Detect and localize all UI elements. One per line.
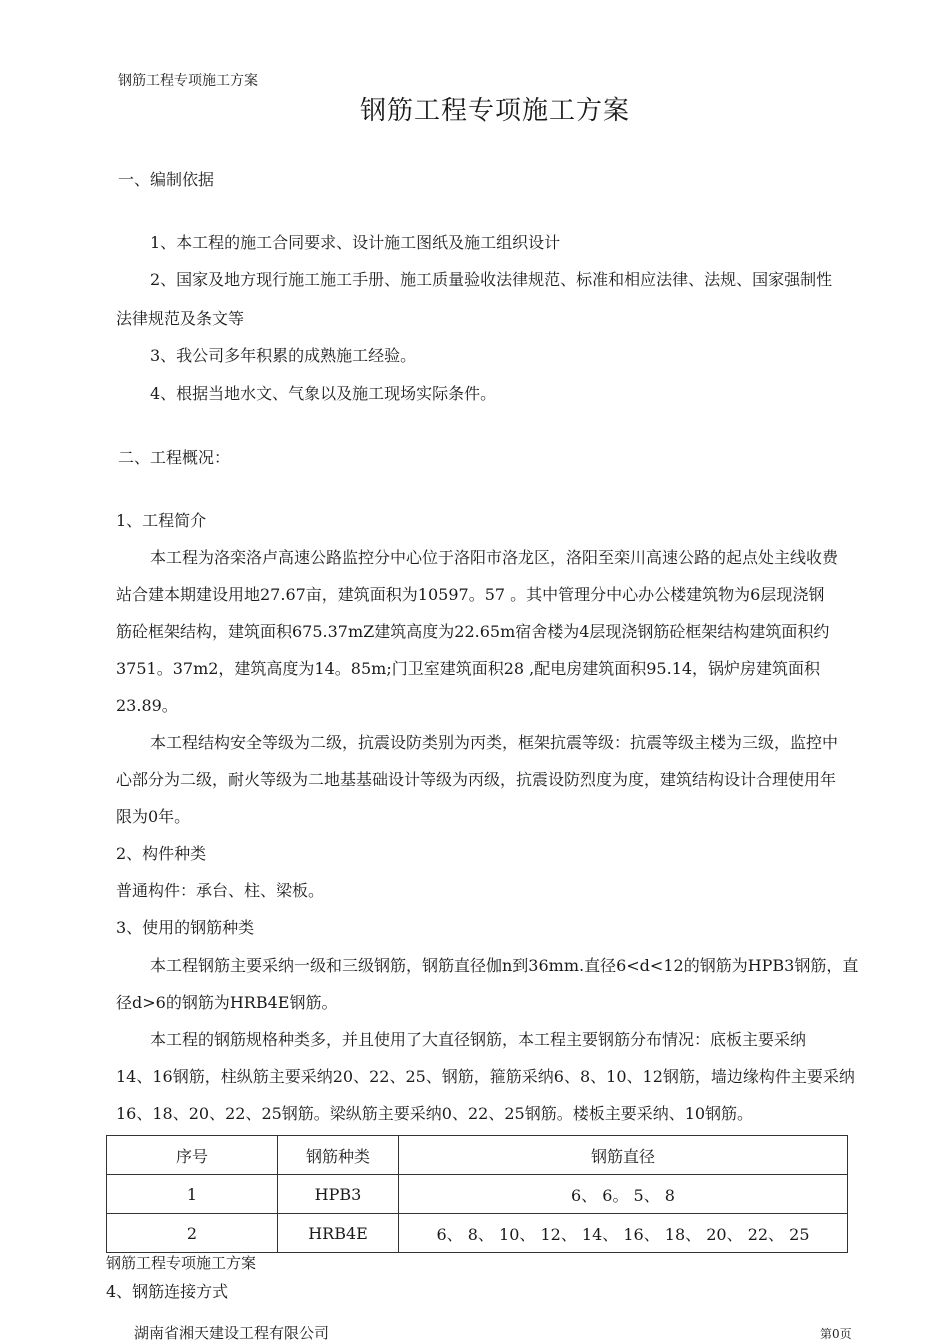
sub2-heading: 2、构件种类 bbox=[116, 844, 207, 863]
sub3-heading: 3、使用的钢筋种类 bbox=[116, 918, 255, 937]
sub3-para2-line: 14、16钢筋，柱纵筋主要采纳20、22、25、钢筋，箍筋采纳6、8、10、12钢筋，墙边缘构件主要采纳 bbox=[116, 1067, 855, 1086]
sub1-para1-line: 23.89。 bbox=[116, 696, 178, 715]
sub1-para2-line: 限为0年。 bbox=[116, 807, 191, 826]
table-header-cell: 钢筋直径 bbox=[399, 1136, 848, 1175]
sub1-para2-line: 心部分为二级，耐火等级为二地基基础设计等级为丙级，抗震设防烈度为度，建筑结构设计合理使用年 bbox=[116, 770, 837, 789]
table-header-cell: 钢筋种类 bbox=[278, 1136, 399, 1175]
sub1-para1-line: 站合建本期建设用地27.67亩，建筑面积为10597。57 。其中管理分中心办公楼建筑物为6层现浇钢 bbox=[116, 585, 825, 604]
table-header-cell: 序号 bbox=[107, 1136, 278, 1175]
table-cell: HRB4E bbox=[278, 1214, 399, 1253]
sub1-para1-line: 本工程为洛栾洛卢高速公路监控分中心位于洛阳市洛龙区，洛阳至栾川高速公路的起点处主线收费 bbox=[150, 548, 839, 567]
sub3-para1-line: 径d>6的钢筋为HRB4E钢筋。 bbox=[116, 993, 338, 1012]
table-cell: 1 bbox=[107, 1175, 278, 1214]
table-row bbox=[107, 1214, 848, 1253]
footer-company: 湖南省湘天建设工程有限公司 bbox=[134, 1324, 330, 1342]
table-cell: 2 bbox=[107, 1214, 278, 1253]
s1-item-4: 4、根据当地水文、气象以及施工现场实际条件。 bbox=[150, 384, 497, 403]
section-2-heading: 二、工程概况： bbox=[118, 448, 231, 467]
s1-item-3: 3、我公司多年积累的成熟施工经验。 bbox=[150, 346, 417, 365]
sub3-para2-line: 16、18、20、22、25钢筋。梁纵筋主要采纳0、22、25钢筋。楼板主要采纳、10钢筋。 bbox=[116, 1104, 754, 1123]
table-header-row bbox=[107, 1136, 848, 1175]
document-title: 钢筋工程专项施工方案 bbox=[359, 96, 630, 126]
running-header-repeat: 钢筋工程专项施工方案 bbox=[106, 1254, 257, 1272]
sub1-para1-line: 筋砼框架结构，建筑面积675.37mZ建筑高度为22.65m宿舍楼为4层现浇钢筋砼框架结构建筑面积约 bbox=[116, 622, 830, 641]
sub2-text: 普通构件：承台、柱、梁板。 bbox=[116, 881, 325, 900]
sub1-heading: 1、工程简介 bbox=[116, 511, 207, 530]
sub1-para1-line: 3751。37m2，建筑高度为14。85m;门卫室建筑面积28 ,配电房建筑面积95.14，锅炉房建筑面积 bbox=[116, 659, 821, 678]
sub4-heading: 4、钢筋连接方式 bbox=[106, 1282, 229, 1301]
table-cell: HPB3 bbox=[278, 1175, 399, 1214]
section-1-heading: 一、编制依据 bbox=[118, 170, 215, 189]
running-header: 钢筋工程专项施工方案 bbox=[118, 73, 258, 89]
sub1-para2-line: 本工程结构安全等级为二级，抗震设防类别为丙类，框架抗震等级：抗震等级主楼为三级，监控中 bbox=[150, 733, 839, 752]
table-cell: 6、 6。 5、 8 bbox=[399, 1175, 848, 1214]
sub3-para1-line: 本工程钢筋主要采纳一级和三级钢筋，钢筋直径伽n到36mm.直径6<d<12的钢筋为HPB3钢筋，直 bbox=[150, 956, 859, 975]
s1-item-1: 1、本工程的施工合同要求、设计施工图纸及施工组织设计 bbox=[150, 233, 561, 252]
s1-item-2-cont: 法律规范及条文等 bbox=[116, 309, 245, 328]
s1-item-2: 2、国家及地方现行施工施工手册、施工质量验收法律规范、标准和相应法律、法规、国家强制性 bbox=[150, 270, 833, 289]
rebar-table bbox=[106, 1135, 848, 1253]
sub3-para2-line: 本工程的钢筋规格种类多，并且使用了大直径钢筋，本工程主要钢筋分布情况：底板主要采纳 bbox=[150, 1030, 807, 1049]
footer-page-number: 第0页 bbox=[820, 1327, 852, 1341]
table-row bbox=[107, 1175, 848, 1214]
table-cell: 6、 8、 10、 12、 14、 16、 18、 20、 22、 25 bbox=[399, 1214, 848, 1253]
